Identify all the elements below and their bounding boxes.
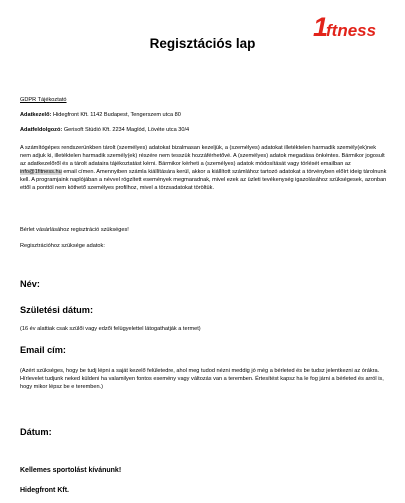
- name-field-label: Név:: [20, 279, 40, 289]
- controller-label: Adatkezelő:: [20, 112, 52, 118]
- email-field-label: Email cím:: [20, 345, 66, 355]
- logo-mark: 1: [313, 12, 329, 42]
- email-note: (Azért szükséges, hogy be tudj lépni a saját kezelő felületedre, ahol meg tudod nézni meddig jó még a bérleted és be tudsz jelentkezni az órákra. Hírlevelet tudjunk neked küldeni ha valamilyen fontos esemény vagy változás van a teremben. Értesítést kapsz ha le fog járni a bérleted és arról is, hogy mikor lépsz be e teremben.): [20, 368, 384, 390]
- contact-email-link[interactable]: info@1fitness.hu: [20, 169, 62, 175]
- birth-date-field-label: Születési dátum:: [20, 305, 94, 315]
- privacy-paragraph-part2: email címen. Amennyiben számla kiállítására kerül, akkor a kiállított számlához tartozó adatokat a törvényben előírt ideig tárolnunk kell. A programjaink naplójában a névvel rögzített események megmaradnak, mivel ezek az üzleti tevékenység igazolásához szükségesek, azonban ettől a ponttól nem köthető személyes profilhoz, mivel a törzsadatokat töröltük.: [20, 169, 387, 191]
- closing-wish: Kellemes sportolást kívánunk!: [20, 467, 122, 474]
- processor-label: Adatfeldolgozó:: [20, 127, 63, 133]
- processor-line: [20, 126, 388, 134]
- gdpr-link-label[interactable]: GDPR Tájékoztató: [20, 97, 67, 103]
- privacy-paragraph: [20, 144, 388, 192]
- required-data-line: Regisztrációhoz szüksége adatok:: [20, 243, 105, 249]
- logo-text: ftness: [326, 21, 377, 40]
- birth-date-note: (16 év alattiak csak szülői vagy edzői felügyelettel látogathatják a termet): [20, 326, 201, 332]
- privacy-paragraph-part1: A számítógépes rendszerünkben tárolt (személyes) adatokat bizalmasan kezeljük, a (személyes) adatokat illetéktelen harmadik személy(ek)nek nem adjuk ki, illetéktelen harmadik személy(ek) részére nem tesszük hozzáférhetővé. A (személyes) adatok megadása önkéntes. Bármikor jogosult az adatkezelőről és a tárolt adataira tájékoztatást kérni. Bármikor kérheti a (személyes) adatok módosítását vagy törlését emailban az: [20, 145, 385, 167]
- gdpr-link[interactable]: [20, 96, 388, 104]
- company-signature: Hidegfront Kft.: [20, 487, 69, 494]
- processor-value: Gerisoft Stúdió Kft. 2234 Maglód, Lövéte utca 30/4: [63, 127, 190, 133]
- pass-requirement-line: Bérlet vásárlásához regisztráció szükséges!: [20, 227, 129, 233]
- date-field-label: Dátum:: [20, 427, 52, 437]
- controller-value: Hidegfront Kft. 1142 Budapest, Tengerszem utca 80: [52, 112, 181, 118]
- page-title: Regisztációs lap: [149, 36, 256, 51]
- controller-line: [20, 111, 388, 119]
